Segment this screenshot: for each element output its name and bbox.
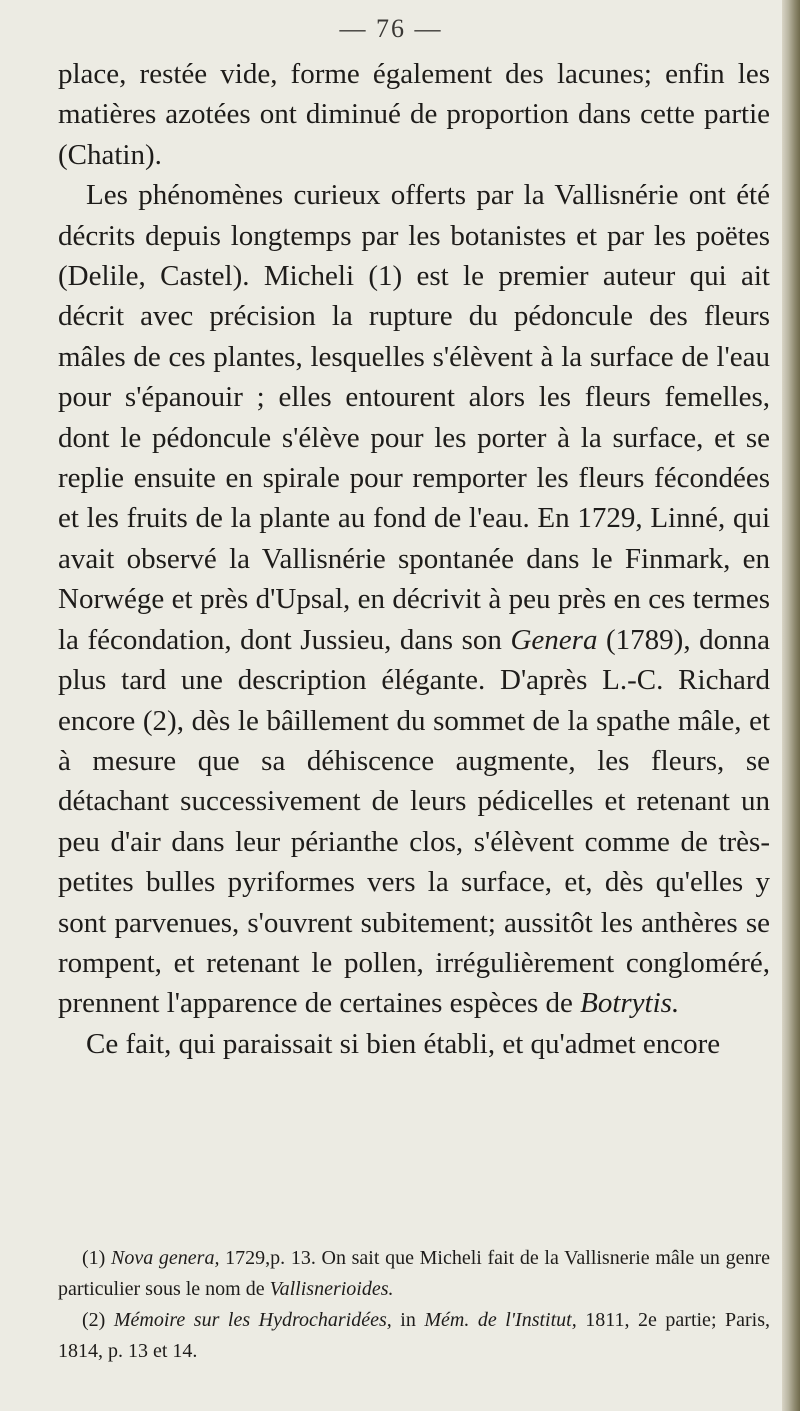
paragraph-2 — [58, 175, 770, 1024]
footnote-2-text: 1811, 2e partie; Paris, 1814, p. 13 et 14. — [58, 1309, 771, 1362]
footnote-2-in: in — [400, 1309, 416, 1331]
footnote-1-title: Nova genera, — [111, 1247, 220, 1269]
footnotes — [58, 1243, 770, 1367]
page-edge — [782, 0, 800, 1411]
botrytis-name: Botrytis. — [580, 987, 680, 1020]
footnote-1-genus: Vallisnerioides. — [269, 1278, 394, 1300]
paragraph-2-part-a: Les phénomènes curieux offerts par la Vallisnérie ont été décrits depuis longtemps par les botanistes et par les poëtes (Delile, Castel). Micheli (1) est le premier auteur qui ait décrit avec précision la rupture du pédoncule des fleurs mâles de ces plantes, lesquelles s'élèvent à la surface de l'eau pour s'épanouir ; elles entourent alors les fleurs femelles, dont le pédoncule s'élève pour les porter à la surface, et se replie ensuite en spirale pour remporter les fleurs fécondées et les fruits de la plante au fond de l'eau. En 1729, Linné, qui avait observé la Vallisnérie spontanée dans le Finmark, en Norwége et près d'Upsal, en décrivit à peu près en ces termes la fécondation, dont Jussieu, dans son — [58, 179, 770, 656]
main-text — [58, 54, 770, 1064]
paragraph-1: place, restée vide, forme également des lacunes; enfin les matières azotées ont diminué de proportion dans cette partie (Chatin). — [58, 58, 770, 171]
footnote-2 — [58, 1305, 770, 1367]
footnote-1 — [58, 1243, 770, 1305]
footnote-1-number: (1) — [82, 1247, 106, 1269]
footnote-1-text: 1729,p. 13. On sait que Micheli fait de la Vallisnerie mâle un genre particulier sous le nom de — [58, 1247, 770, 1300]
paragraph-2-part-b: (1789), donna plus tard une description élégante. D'après L.-C. Richard encore (2), dès le bâillement du sommet de la spathe mâle, et à mesure que sa déhiscence augmente, les fleurs, se détachant successivement de leurs pédicelles et retenant un peu d'air dans leur périanthe clos, s'élèvent comme de très-petites bulles pyriformes vers la surface, et, dès qu'elles y sont parvenues, s'ouvrent subitement; aussitôt les anthères se rompent, et retenant le pollen, irrégulièrement congloméré, prennent l'apparence de certaines espèces de — [58, 623, 771, 1020]
footnote-2-title: Mémoire sur les Hydrocharidées, — [113, 1309, 392, 1331]
genera-title: Genera — [510, 623, 598, 656]
footnote-2-number: (2) — [82, 1309, 106, 1331]
footnote-2-journal: Mém. de l'Institut, — [424, 1309, 577, 1331]
paragraph-3: Ce fait, qui paraissait si bien établi, et qu'admet encore — [86, 1027, 721, 1060]
page-number: — 76 — — [339, 14, 443, 43]
